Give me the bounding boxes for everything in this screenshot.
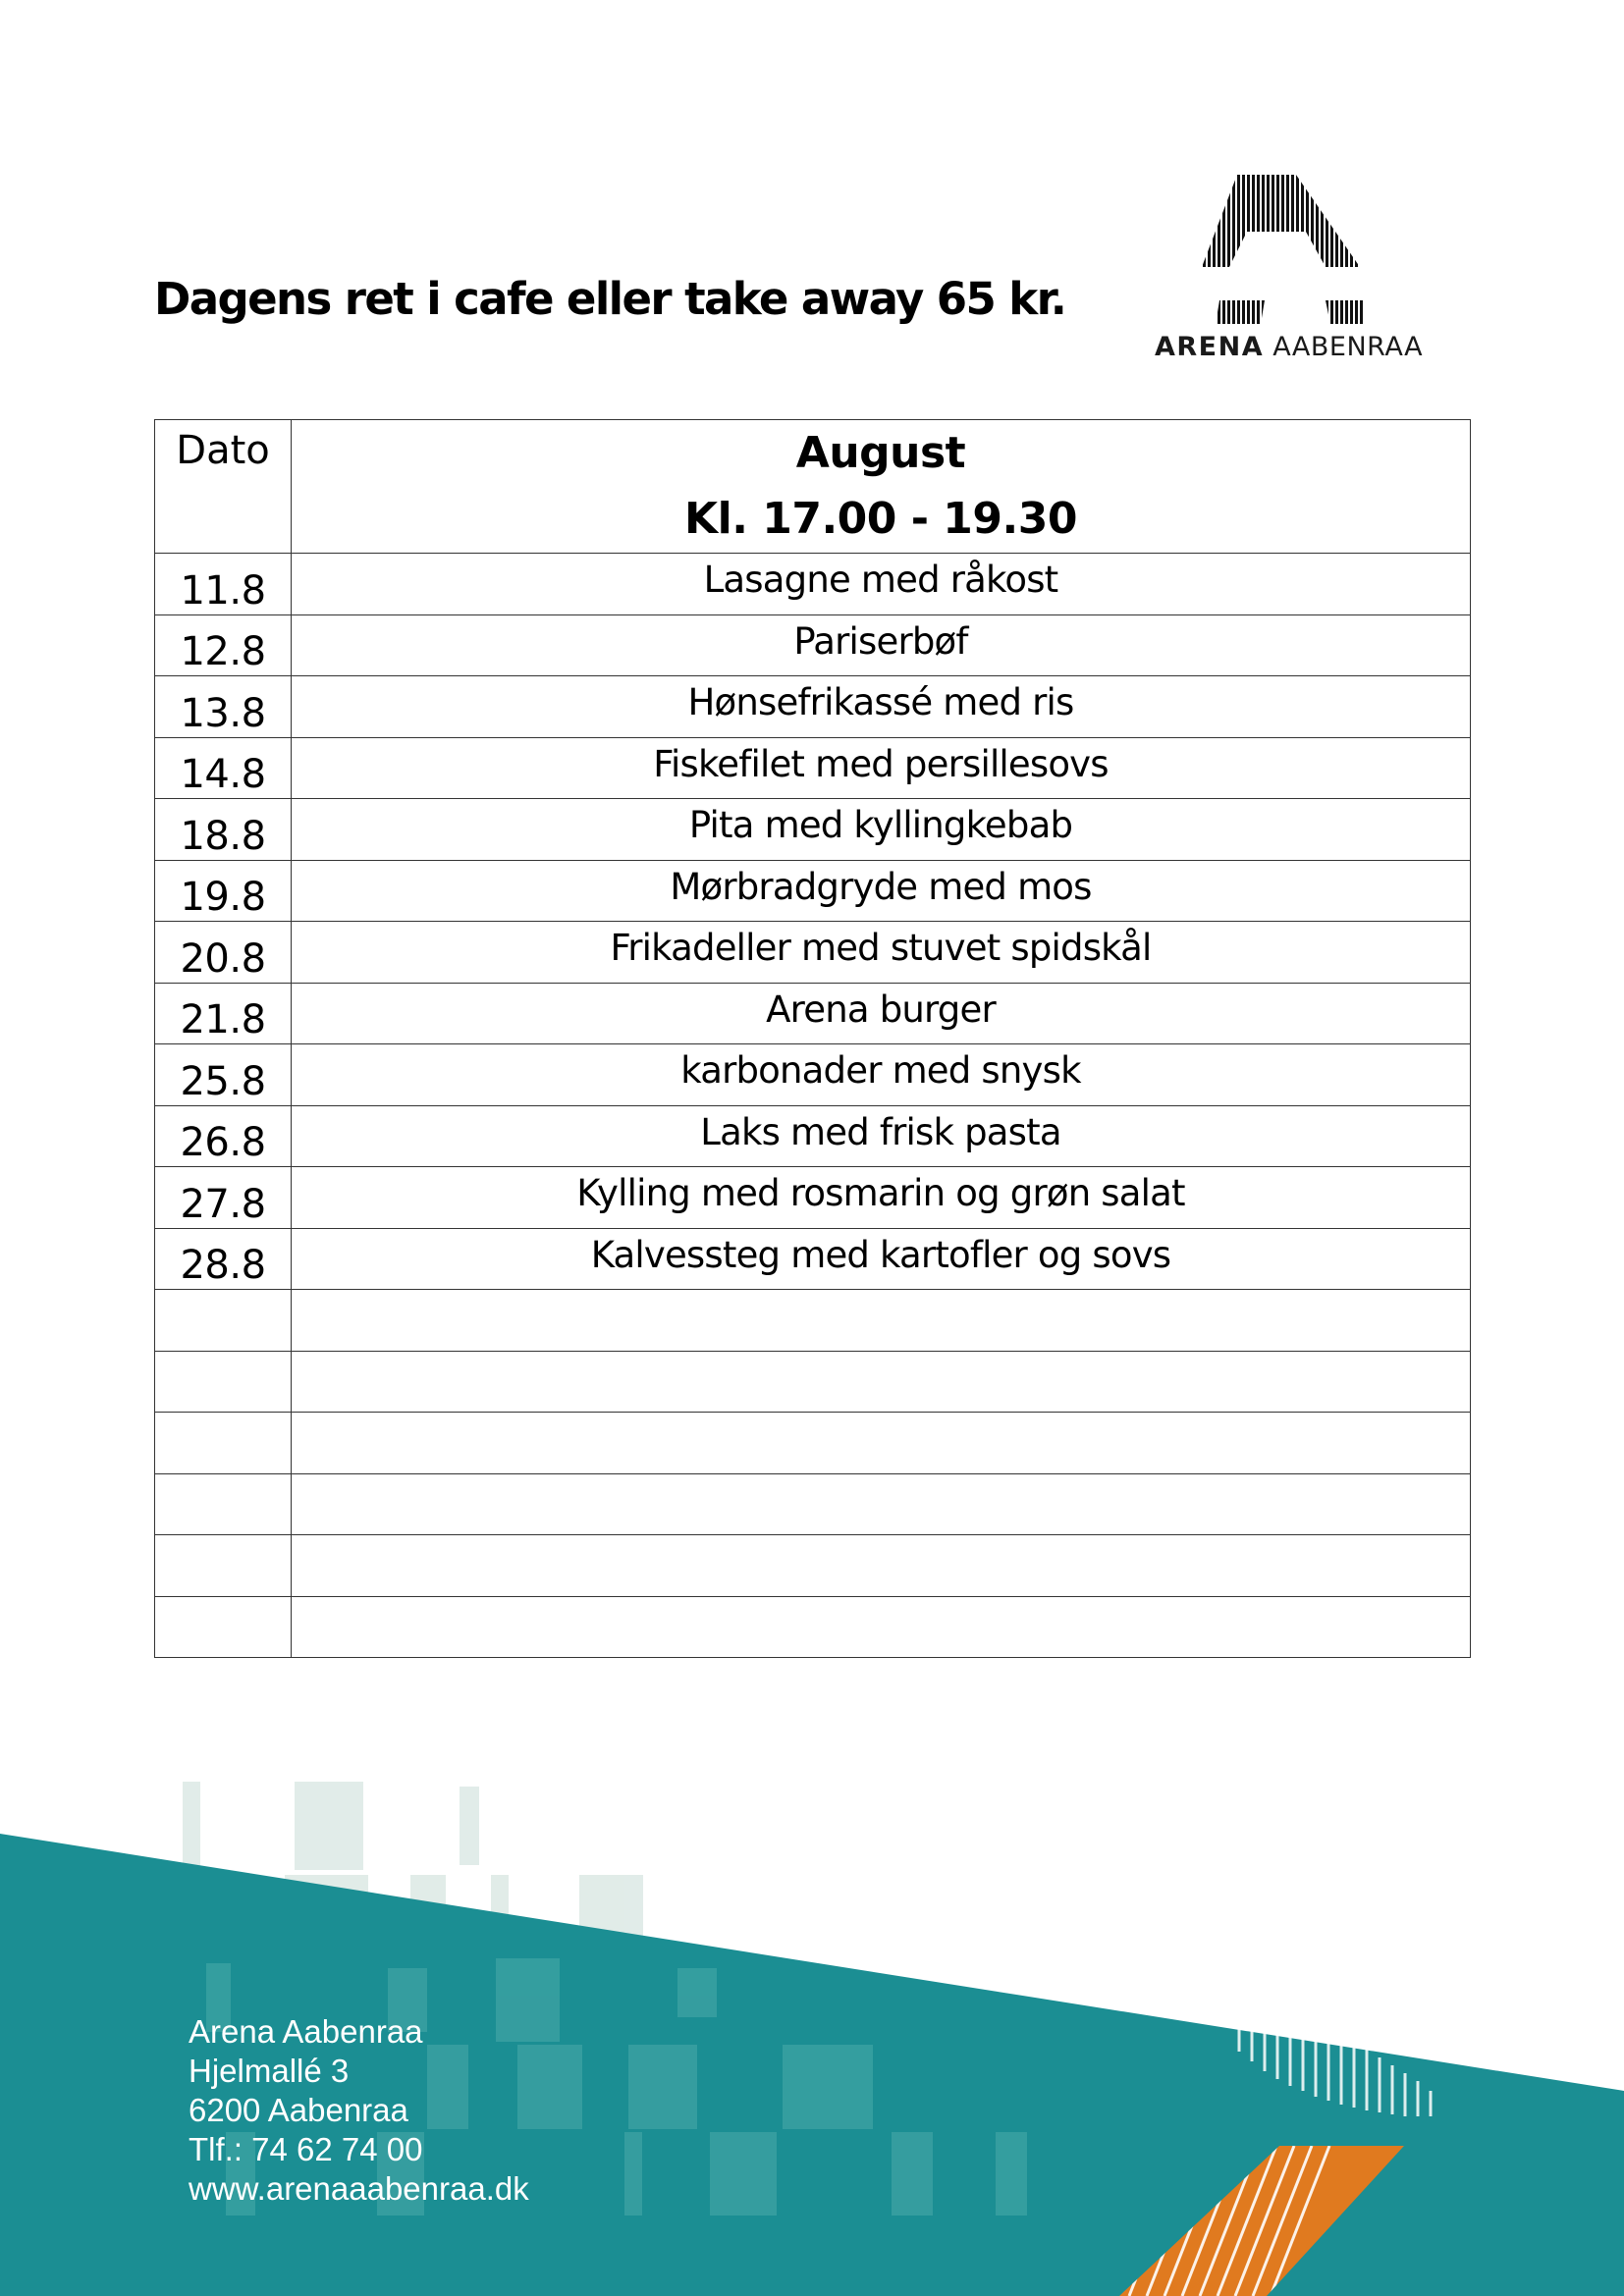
date-column-header: Dato — [155, 420, 292, 554]
table-row — [155, 1228, 1471, 1290]
table-row — [155, 554, 1471, 615]
date-cell: 27.8 — [155, 1167, 292, 1229]
dish-cell: Mørbradgryde med mos — [292, 860, 1471, 922]
date-cell — [155, 1535, 292, 1597]
dish-cell: Kylling med rosmarin og grøn salat — [292, 1167, 1471, 1229]
date-cell — [155, 1596, 292, 1658]
dish-cell — [292, 1290, 1471, 1352]
date-cell: 25.8 — [155, 1044, 292, 1106]
table-row — [155, 676, 1471, 738]
dish-cell: Lasagne med råkost — [292, 554, 1471, 615]
date-cell: 11.8 — [155, 554, 292, 615]
opening-hours: Kl. 17.00 - 19.30 — [684, 494, 1077, 544]
date-cell: 26.8 — [155, 1105, 292, 1167]
date-cell: 19.8 — [155, 860, 292, 922]
table-row — [155, 983, 1471, 1044]
street-address: Hjelmallé 3 — [189, 2053, 350, 2089]
table-header-row — [155, 420, 1471, 554]
website-link[interactable]: www.arenaaabenraa.dk — [189, 2170, 529, 2207]
table-row — [155, 1044, 1471, 1106]
date-cell: 13.8 — [155, 676, 292, 738]
dish-cell — [292, 1535, 1471, 1597]
date-cell: 14.8 — [155, 737, 292, 799]
page-title: Dagens ret i cafe eller take away 65 kr. — [154, 273, 1066, 325]
date-cell: 12.8 — [155, 614, 292, 676]
table-row — [155, 799, 1471, 861]
dish-cell: Fiskefilet med persillesovs — [292, 737, 1471, 799]
dish-cell: karbonader med snysk — [292, 1044, 1471, 1106]
postal-city: 6200 Aabenraa — [189, 2092, 408, 2128]
date-cell — [155, 1413, 292, 1474]
date-cell — [155, 1473, 292, 1535]
dish-cell: Pita med kyllingkebab — [292, 799, 1471, 861]
dish-cell — [292, 1413, 1471, 1474]
menu-table — [154, 419, 1471, 1658]
dish-cell: Kalvessteg med kartofler og sovs — [292, 1228, 1471, 1290]
month-heading: August — [795, 428, 966, 478]
table-row — [155, 614, 1471, 676]
dish-cell: Arena burger — [292, 983, 1471, 1044]
dish-cell — [292, 1473, 1471, 1535]
arena-a-logo-icon — [1149, 167, 1394, 324]
dish-column-header — [292, 420, 1471, 554]
date-cell: 20.8 — [155, 922, 292, 984]
table-row — [155, 1413, 1471, 1474]
venue-name: Arena Aabenraa — [189, 2013, 423, 2050]
phone-number: Tlf.: 74 62 74 00 — [189, 2131, 423, 2167]
date-cell: 28.8 — [155, 1228, 292, 1290]
table-row — [155, 1351, 1471, 1413]
date-cell — [155, 1351, 292, 1413]
date-cell: 18.8 — [155, 799, 292, 861]
table-row — [155, 1167, 1471, 1229]
dish-cell: Laks med frisk pasta — [292, 1105, 1471, 1167]
logo-wordmark: ARENA AABENRAA — [1155, 332, 1424, 362]
dish-cell: Hønsefrikassé med ris — [292, 676, 1471, 738]
dish-cell: Frikadeller med stuvet spidskål — [292, 922, 1471, 984]
table-row — [155, 1596, 1471, 1658]
dish-cell: Pariserbøf — [292, 614, 1471, 676]
dish-cell — [292, 1596, 1471, 1658]
table-row — [155, 1105, 1471, 1167]
table-row — [155, 1290, 1471, 1352]
date-cell — [155, 1290, 292, 1352]
dish-cell — [292, 1351, 1471, 1413]
table-row — [155, 737, 1471, 799]
date-cell: 21.8 — [155, 983, 292, 1044]
table-row — [155, 1473, 1471, 1535]
arena-logo — [1149, 167, 1453, 373]
footer-address — [189, 2012, 529, 2209]
table-row — [155, 860, 1471, 922]
table-row — [155, 922, 1471, 984]
table-row — [155, 1535, 1471, 1597]
